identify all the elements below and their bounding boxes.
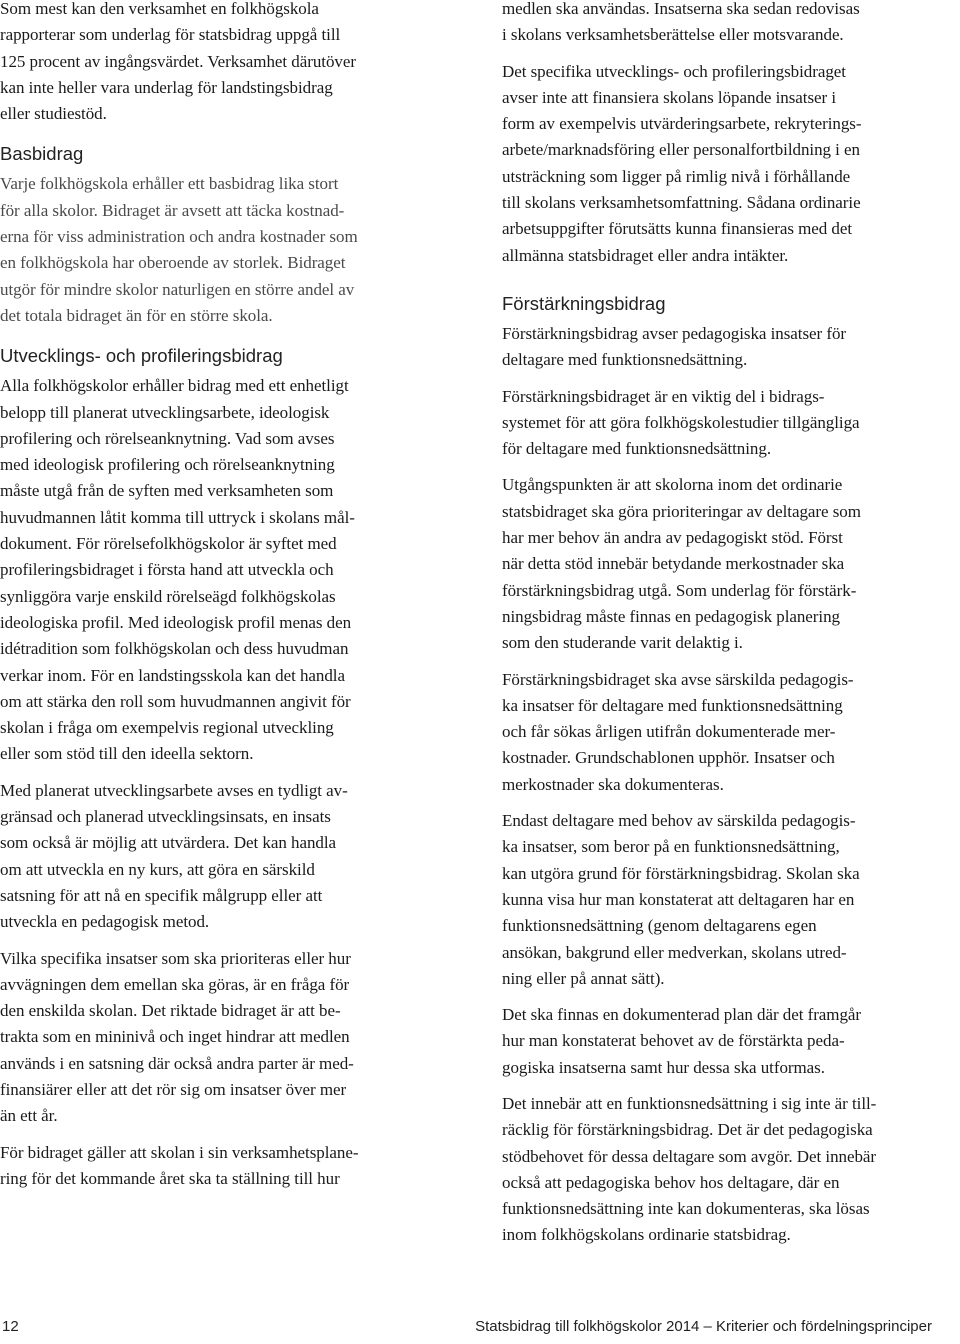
forstarkningsbidrag-paragraph-1: Förstärkningsbidrag avser pedagogiska insatser för deltagare med funktionsnedsättning. xyxy=(502,323,847,370)
page-number: 12 xyxy=(2,1318,19,1335)
basbidrag-heading: Basbidrag xyxy=(0,143,84,165)
forstarkningsbidrag-paragraph-5: Endast deltagare med behov av särskilda pedagogis- ka insatser, som beror på en funktionsnedsättning, kan utgöra grund för förstärkningsbidrag. Skolan ska kunna visa hur man konstaterat att deltagaren har en funktionsnedsättning (genom deltagarens egen ansökan, bakgrund eller medverkan, skolans utred- ning eller på annat sätt). xyxy=(502,811,860,988)
continuation-paragraph-2: Det specifika utvecklings- och profileringsbidraget avser inte att finansiera skolans löpande insatser i form av exempelvis utvärderingsarbete, rekryterings- arbete/marknadsföring eller personalfortbildning i en utsträckning som ligger på rimlig nivå i förhållande till skolans verksamhetsomfattning. Sådana ordinarie arbetsuppgifter förutsätts kunna finansieras med det allmänna statsbidraget eller andra intäkter. xyxy=(502,61,862,265)
continuation-paragraph-1: medlen ska användas. Insatserna ska sedan redovisas i skolans verksamhetsberättelse eller motsvarande. xyxy=(502,0,860,45)
forstarkningsbidrag-heading: Förstärkningsbidrag xyxy=(502,292,666,314)
forstarkningsbidrag-paragraph-3: Utgångspunkten är att skolorna inom det ordinarie statsbidraget ska göra prioriteringar av deltagare som har mer behov än andra av pedagogiskt stöd. Först när detta stöd innebär betydande merkostnader ska förstärkningsbidrag utgå. Som underlag för förstärk- ningsbidrag måste finnas en pedagogisk planering som den studerande varit delaktig i. xyxy=(502,475,861,653)
utvecklingsbidrag-paragraph-3: Vilka specifika insatser som ska prioriteras eller hur avvägningen dem emellan ska göras, är en fråga för den enskilda skolan. Det riktade bidraget är att be- trakta som en mininivå och inget hindrar att medlen används i en satsning där också andra parter är med- finansiärer eller att det rör sig om insatser över mer än ett år. xyxy=(0,948,354,1126)
running-title: Statsbidrag till folkhögskolor 2014 – Kriterier och fördelningsprinciper xyxy=(475,1318,932,1335)
right-column xyxy=(502,0,960,1259)
utvecklingsbidrag-paragraph-4: För bidraget gäller att skolan i sin verksamhetsplane- ring för det kommande året ska ta ställning till hur xyxy=(0,1142,359,1188)
forstarkningsbidrag-paragraph-7: Det innebär att en funktionsnedsättning i sig inte är till- räcklig för förstärkningsbidrag. Det är det pedagogiska stödbehovet för dessa deltagare som avgör. Det innebär också att pedagogiska behov hos deltagare, där en funktionsnedsättning inte kan dokumenteras, ska lösas inom folkhögskolans ordinarie statsbidrag. xyxy=(502,1093,877,1245)
utvecklingsbidrag-heading: Utvecklings- och profileringsbidrag xyxy=(0,345,283,367)
page-footer xyxy=(0,1318,960,1342)
utvecklingsbidrag-paragraph-1: Alla folkhögskolor erhåller bidrag med ett enhetligt belopp till planerat utvecklingsarbete, ideologisk profilering och rörelseanknytning. Vad som avses med ideologisk profilering och rörelseanknytning måste utgå från de syften med verksamheten som huvudmannen låtit komma till uttryck i skolans mål- dokument. För rörelsefolkhögskolor är syftet med profileringsbidraget i första hand att utveckla och synliggöra varje enskild rörelseägd folkhögskolas ideologiska profil. Med ideologisk profil menas den idétradition som folkhögskolan och dess huvudman verkar inom. För en landstingsskola kan det handla om att stärka den roll som huvudmannen angivit för skolan i fråga om exempelvis regional utveckling eller som stöd till den ideella sektorn. xyxy=(0,376,355,764)
forstarkningsbidrag-paragraph-6: Det ska finnas en dokumenterad plan där det framgår hur man konstaterat behovet av de förstärkta peda- gogiska insatserna samt hur dessa ska utformas. xyxy=(502,1005,862,1077)
intro-paragraph: Som mest kan den verksamhet en folkhögskola rapporterar som underlag för statsbidrag uppgå till 125 procent av ingångsvärdet. Verksamhet därutöver kan inte heller vara underlag för landstingsbidrag eller studiestöd. xyxy=(0,0,356,124)
basbidrag-paragraph: Varje folkhögskola erhåller ett basbidrag lika stort för alla skolor. Bidraget är avsett att täcka kostnad- erna för viss administration och andra kostnader som en folkhögskola har oberoende av storlek. Bidraget utgör för mindre skolor naturligen en större andel av det totala bidraget än för en större skola. xyxy=(0,174,358,325)
forstarkningsbidrag-paragraph-2: Förstärkningsbidraget är en viktig del i bidrags- systemet för att göra folkhögskolestudier tillgängliga för deltagare med funktionsnedsättning. xyxy=(502,386,860,459)
left-column xyxy=(0,0,440,1202)
forstarkningsbidrag-paragraph-4: Förstärkningsbidraget ska avse särskilda pedagogis- ka insatser för deltagare med funktionsnedsättning och får sökas årligen utifrån dokumenterade mer- kostnader. Grundschablonen upphör. Insatser och merkostnader ska dokumenteras. xyxy=(502,669,854,794)
utvecklingsbidrag-paragraph-2: Med planerat utvecklingsarbete avses en tydligt av- gränsad och planerad utvecklingsinsats, en insats som också är möjlig att utvärdera. Det kan handla om att utveckla en ny kurs, att göra en särskild satsning för att nå en specifik målgrupp eller att utveckla en pedagogisk metod. xyxy=(0,780,348,932)
